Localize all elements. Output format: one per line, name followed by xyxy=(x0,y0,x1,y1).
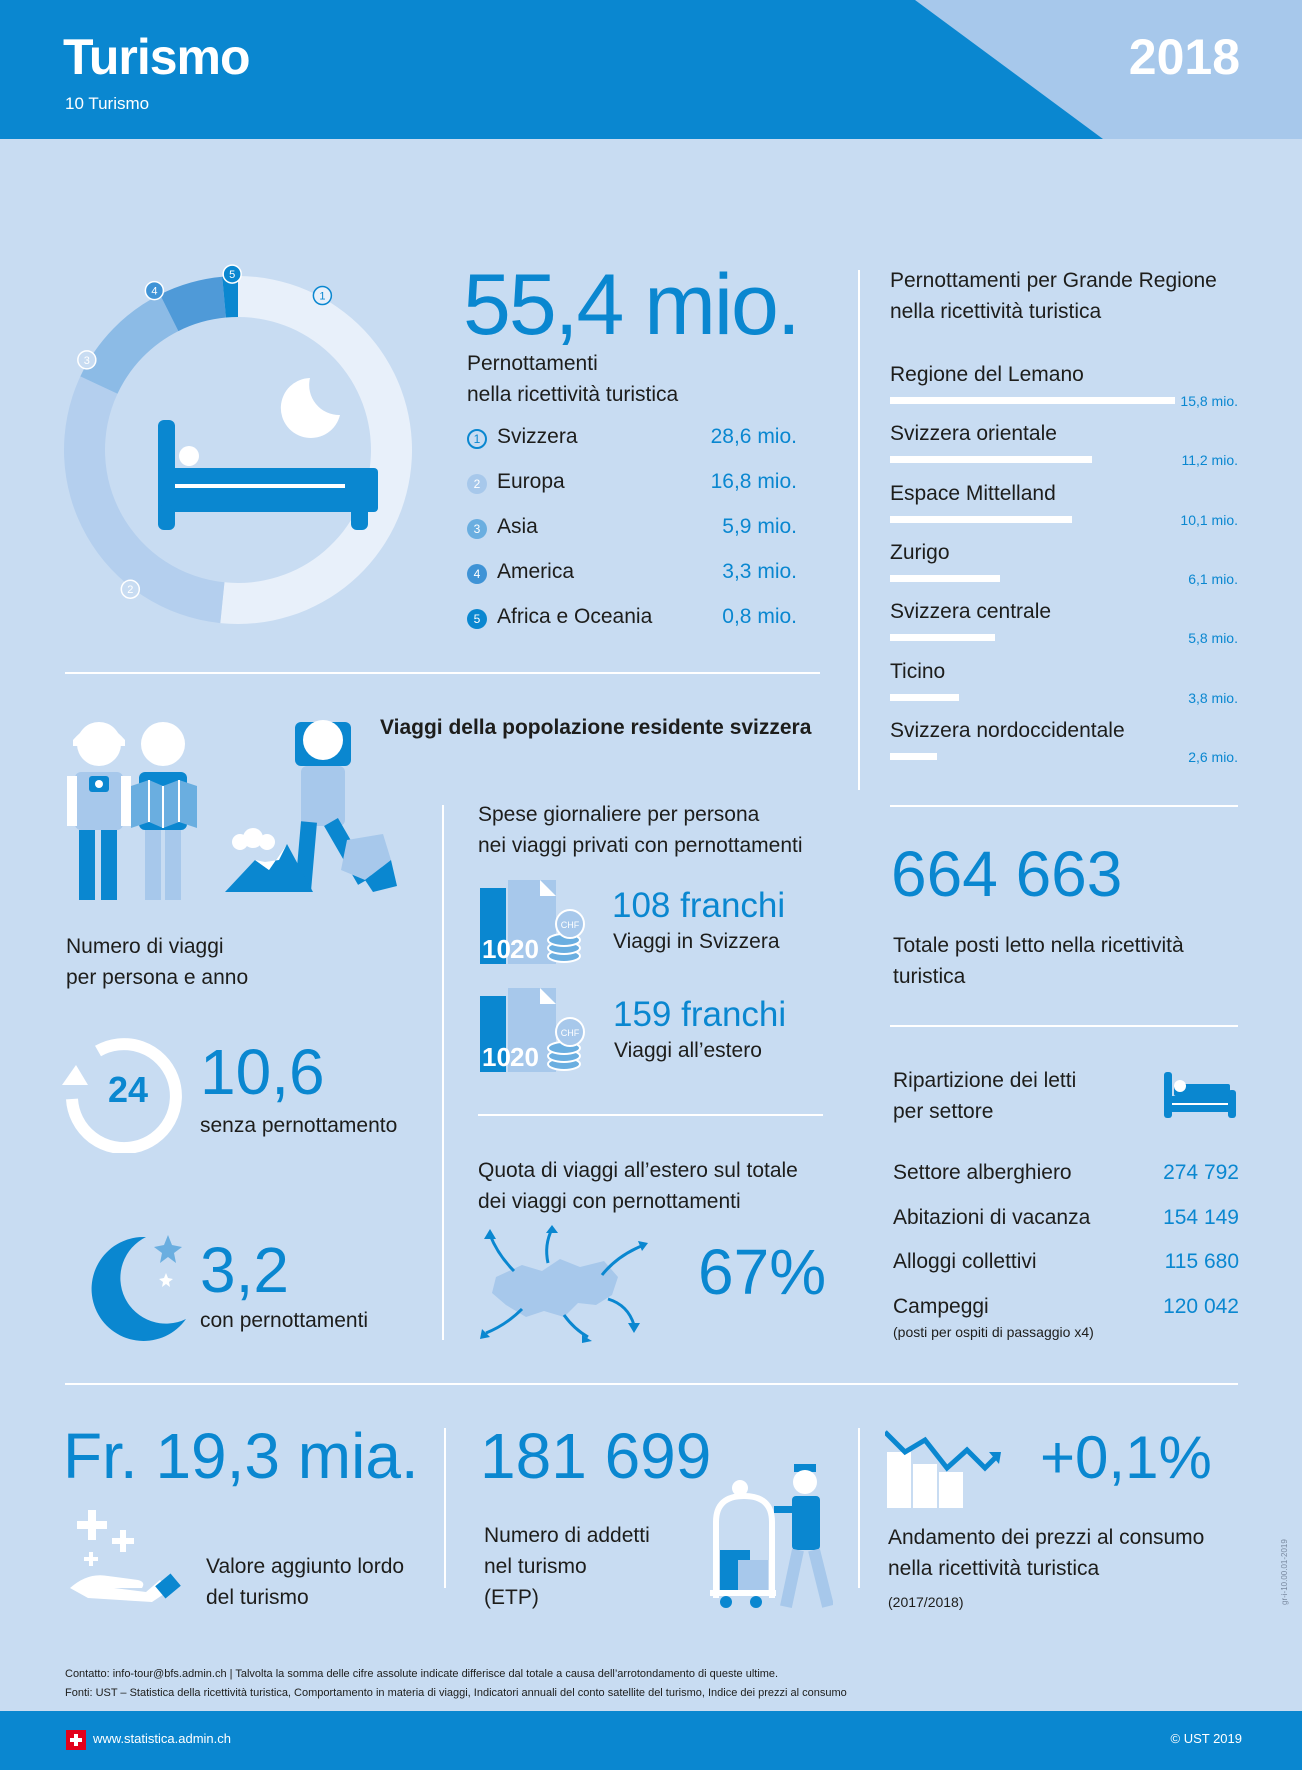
trips-label: Numero di viaggi per persona e anno xyxy=(66,935,249,989)
regions-title: Pernottamenti per Grande Regione nella ricettività turistica xyxy=(890,269,1217,323)
side-code: gr-i-10.00.01-2019 xyxy=(1280,1539,1289,1605)
region-bar xyxy=(890,753,937,760)
region-name: Zurigo xyxy=(890,540,950,564)
region-value: 6,1 mio. xyxy=(1188,570,1238,587)
svg-text:10: 10 xyxy=(482,934,511,964)
swiss-flag-icon xyxy=(66,1730,86,1750)
donut-badge-label: 3 xyxy=(83,354,90,367)
bellhop-icon xyxy=(708,1462,833,1610)
spending-title: Spese giornaliere per persona nei viaggi privati con pernottamenti xyxy=(478,803,803,857)
bed-sector-name: Settore alberghiero xyxy=(893,1161,1072,1184)
bed-sector-value: 154 149 xyxy=(1163,1205,1239,1229)
share-title: Quota di viaggi all’estero sul totale dei viaggi con pernottamenti xyxy=(478,1159,798,1213)
region-value: 15,8 mio. xyxy=(1180,393,1238,409)
bed-sector-name: Alloggi collettivi xyxy=(893,1250,1037,1273)
donut-badge-label: 5 xyxy=(229,269,236,282)
night-trips-label: con pernottamenti xyxy=(200,1309,369,1332)
divider xyxy=(858,1428,860,1588)
beds-total-label: Totale posti letto nella ricettività turistica xyxy=(893,934,1184,988)
banknotes-icon xyxy=(478,878,588,966)
divider xyxy=(65,672,820,674)
region-name: Svizzera centrale xyxy=(890,600,1052,624)
spending-abroad-value: 159 franchi xyxy=(613,995,787,1034)
region-name: Svizzera nordoccidentale xyxy=(890,718,1125,742)
legend-value: 16,8 mio. xyxy=(710,470,797,493)
day-trip-icon xyxy=(62,1035,184,1153)
divider xyxy=(444,1428,446,1588)
region-row xyxy=(890,541,1238,597)
beds-total: 664 663 xyxy=(891,838,1123,910)
contact-note: Contatto: info-tour@bfs.admin.ch | Talvolta la somma delle cifre assolute indicate differisce dal totale a causa dell’arrotondamento di queste ultime. xyxy=(65,1668,779,1680)
legend-row xyxy=(467,515,797,545)
region-value: 10,1 mio. xyxy=(1180,511,1238,528)
bed-sector-value: 274 792 xyxy=(1163,1161,1239,1184)
legend-row xyxy=(467,605,797,635)
legend-number: 2 xyxy=(467,474,487,494)
switzerland-map-icon xyxy=(478,1225,658,1345)
spending-home-value: 108 franchi xyxy=(612,886,786,925)
legend-number: 5 xyxy=(467,609,487,629)
region-bar xyxy=(890,634,995,641)
bed-small-icon xyxy=(1162,1070,1238,1120)
page-subtitle: 10 Turismo xyxy=(65,94,150,113)
svg-text:10: 10 xyxy=(482,1042,511,1072)
price-trend-icon xyxy=(885,1426,1003,1510)
bed-sector-row xyxy=(893,1206,1239,1240)
svg-text:CHF: CHF xyxy=(560,1028,580,1038)
legend-label: Europa xyxy=(497,470,565,493)
region-bar xyxy=(890,694,959,701)
price-value: +0,1% xyxy=(1040,1424,1212,1491)
region-value: 11,2 mio. xyxy=(1181,452,1238,469)
legend-row xyxy=(467,470,797,500)
svg-text:20: 20 xyxy=(510,1042,539,1072)
bed-sector-row xyxy=(893,1161,1239,1195)
region-value: 3,8 mio. xyxy=(1188,689,1238,706)
travellers-illustration xyxy=(65,710,405,900)
region-row xyxy=(890,600,1238,656)
bed-sector-value: 115 680 xyxy=(1164,1250,1239,1273)
day-trips-value: 10,6 xyxy=(200,1036,325,1108)
price-period: (2017/2018) xyxy=(888,1594,964,1610)
legend-label: Asia xyxy=(497,515,538,538)
bed-icon xyxy=(158,378,378,530)
legend-row xyxy=(467,560,797,590)
legend-number: 1 xyxy=(467,429,487,449)
region-value: 5,8 mio. xyxy=(1188,630,1238,647)
region-name: Espace Mittelland xyxy=(890,481,1056,505)
region-row xyxy=(890,363,1238,419)
legend-value: 5,9 mio. xyxy=(722,515,797,538)
svg-text:CHF: CHF xyxy=(560,920,580,930)
bed-sector-row xyxy=(893,1250,1239,1284)
region-row xyxy=(890,422,1238,478)
legend-label: Africa e Oceania xyxy=(497,605,653,628)
copyright: © UST 2019 xyxy=(1170,1731,1242,1746)
bed-sector-name: Campeggi xyxy=(893,1294,989,1318)
overnights-donut-chart xyxy=(55,260,420,635)
day-trips-label: senza pernottamento xyxy=(200,1114,398,1137)
spending-abroad-label: Viaggi all’estero xyxy=(614,1039,762,1062)
legend-value: 0,8 mio. xyxy=(722,605,797,628)
year-label: 2018 xyxy=(1128,29,1240,85)
region-name: Regione del Lemano xyxy=(890,363,1084,386)
website-link[interactable]: www.statistica.admin.ch xyxy=(93,1731,231,1746)
region-bar xyxy=(890,456,1092,463)
share-value: 67% xyxy=(698,1236,827,1308)
legend-value: 28,6 mio. xyxy=(710,425,797,448)
donut-badge-label: 1 xyxy=(319,290,326,303)
region-row xyxy=(890,482,1238,538)
header-banner xyxy=(0,0,1302,139)
legend-label: Svizzera xyxy=(497,425,578,448)
jobs-label: Numero di addetti nel turismo (ETP) xyxy=(484,1524,650,1609)
region-bar xyxy=(890,397,1175,404)
banknotes-icon xyxy=(478,986,588,1074)
jobs-value: 181 699 xyxy=(480,1420,712,1492)
overnights-total: 55,4 mio. xyxy=(463,257,799,353)
footer-bar xyxy=(0,1711,1302,1770)
legend-row xyxy=(467,425,797,455)
divider xyxy=(890,1025,1238,1027)
legend-label: America xyxy=(497,560,575,583)
sources-note: Fonti: UST – Statistica della ricettività turistica, Comportamento in materia di viaggi, Indicatori annuali del conto satellite del turismo, Indice dei prezzi al consumo xyxy=(65,1687,847,1699)
divider xyxy=(858,270,860,790)
legend-number: 4 xyxy=(467,564,487,584)
day-icon-text: 24 xyxy=(107,1069,149,1110)
spending-home-label: Viaggi in Svizzera xyxy=(613,930,780,953)
gva-label: Valore aggiunto lordo del turismo xyxy=(206,1555,405,1609)
region-name: Svizzera orientale xyxy=(890,422,1057,446)
page-title: Turismo xyxy=(63,29,250,85)
donut-segment-1 xyxy=(220,276,412,624)
price-label: Andamento dei prezzi al consumo nella ricettività turistica xyxy=(888,1526,1205,1580)
divider xyxy=(442,805,444,1340)
divider xyxy=(478,1114,823,1116)
donut-badge-label: 4 xyxy=(151,285,158,298)
bed-sector-name: Abitazioni di vacanza xyxy=(893,1205,1091,1229)
donut-segment-3 xyxy=(80,294,178,393)
divider xyxy=(890,805,1238,807)
gva-value: Fr. 19,3 mia. xyxy=(63,1420,419,1492)
moon-icon xyxy=(82,1233,192,1341)
camp-note: (posti per ospiti di passaggio x4) xyxy=(893,1324,1094,1340)
region-value: 2,6 mio. xyxy=(1188,748,1238,765)
overnights-label: Pernottamenti nella ricettività turistica xyxy=(467,352,679,406)
travel-heading: Viaggi della popolazione residente svizzera xyxy=(380,716,812,739)
legend-number: 3 xyxy=(467,519,487,539)
bed-sector-value: 120 042 xyxy=(1163,1294,1239,1318)
region-bar xyxy=(890,516,1072,523)
night-trips-value: 3,2 xyxy=(200,1234,289,1306)
divider xyxy=(65,1383,1238,1385)
region-row xyxy=(890,719,1238,775)
region-row xyxy=(890,660,1238,716)
region-name: Ticino xyxy=(890,659,946,683)
legend-value: 3,3 mio. xyxy=(722,560,797,583)
svg-text:20: 20 xyxy=(510,934,539,964)
hand-plus-icon xyxy=(68,1502,186,1604)
region-bar xyxy=(890,575,1000,582)
donut-badge-label: 2 xyxy=(127,584,134,597)
beds-sector-title: Ripartizione dei letti per settore xyxy=(893,1069,1077,1123)
